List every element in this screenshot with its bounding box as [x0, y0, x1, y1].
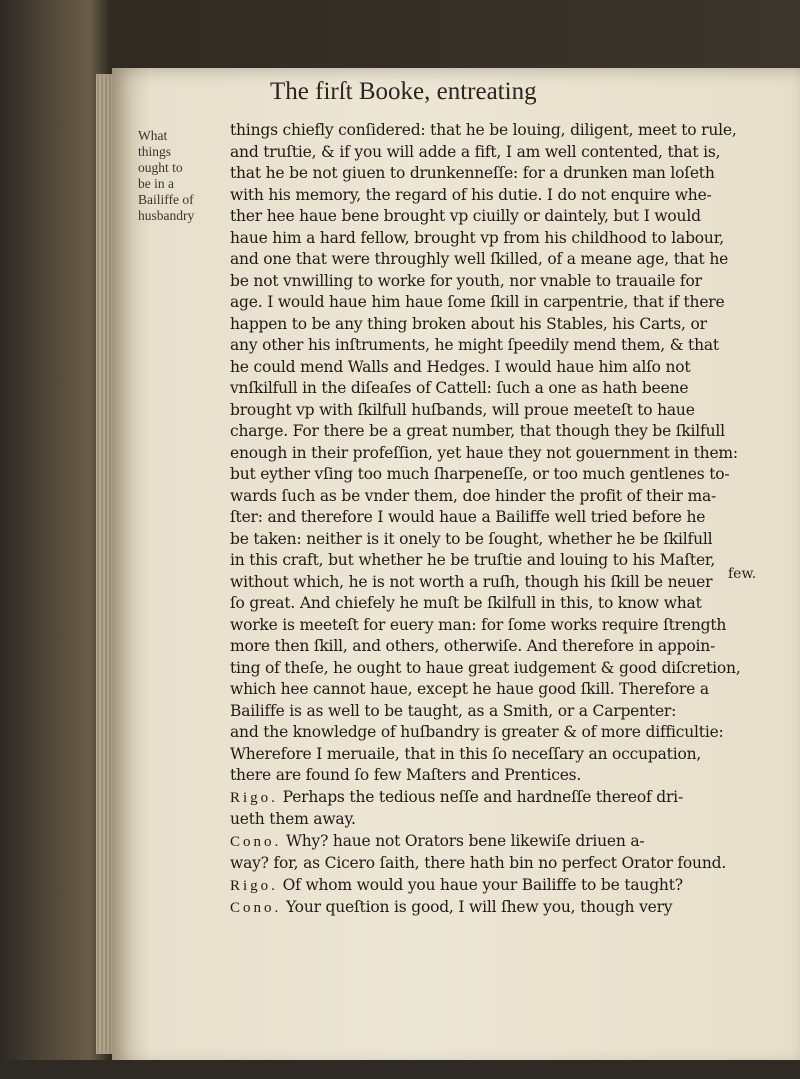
line-text: ting of theſe, he ought to haue great iudgement & good diſcretion,	[230, 658, 741, 677]
line-text: which hee cannot haue, except he haue good ſkill. Therefore a	[230, 680, 709, 698]
line-text: way? for, as Cicero ſaith, there hath bin no perfect Orator found.	[230, 854, 727, 872]
line-text: brought vp with ſkilfull huſbands, will proue meeteſt to haue	[230, 400, 695, 419]
catchword: few.	[728, 566, 757, 582]
text-line	[230, 722, 790, 744]
line-text: age. I would haue him haue ſome ſkill in carpentrie, that if there	[230, 293, 725, 311]
line-text: things chiefly conſidered: that he be louing, diligent, meet to rule,	[230, 121, 737, 139]
line-text: be not vnwilling to worke for youth, nor vnable to trauaile for	[230, 271, 702, 290]
text-line	[230, 744, 790, 766]
margin-note-line: be in a	[138, 176, 174, 191]
line-text: with his memory, the regard of his dutie. I do not enquire whe-	[230, 185, 712, 204]
line-text: but eyther vſing too much ſharpeneſſe, or too much gentlenes to-	[230, 465, 730, 483]
text-line	[230, 163, 790, 185]
text-line	[230, 120, 790, 142]
text-line	[230, 271, 790, 293]
line-text: any other his inſtruments, he might ſpeedily mend them, & that	[230, 336, 719, 354]
text-line	[230, 357, 790, 379]
body-text	[230, 120, 790, 920]
text-line	[230, 507, 790, 529]
text-line	[230, 809, 790, 831]
text-line	[230, 572, 790, 594]
margin-note-line: What	[138, 128, 168, 143]
text-line	[230, 486, 790, 508]
line-text: ſter: and therefore I would haue a Bailiffe well tried before he	[230, 508, 706, 526]
line-text: and one that were throughly well ſkilled, of a meane age, that he	[230, 250, 729, 268]
text-line	[230, 292, 790, 314]
line-text: and truſtie, & if you will adde a fift, I am well contented, that is,	[230, 142, 721, 161]
text-line	[230, 787, 790, 810]
line-text: that he be not giuen to drunkenneſſe: for a drunken man loſeth	[230, 164, 715, 182]
margin-note-line: ought to	[138, 160, 183, 175]
text-line	[230, 853, 790, 875]
text-line	[230, 765, 790, 787]
text-line	[230, 897, 790, 920]
line-text: enough in their profeſſion, yet haue they not gouernment in them:	[230, 443, 738, 462]
line-text: Bailiffe is as well to be taught, as a Smith, or a Carpenter:	[230, 701, 677, 720]
line-text: Wherefore I meruaile, that in this ſo neceſſary an occupation,	[230, 744, 702, 763]
line-text: Perhaps the tedious neſſe and hardneſſe thereof dri-	[282, 787, 683, 806]
text-line	[230, 636, 790, 658]
text-line	[230, 831, 790, 854]
speaker-name: Rigo.	[230, 877, 278, 894]
text-line	[230, 529, 790, 551]
line-text: Why? haue not Orators bene likewiſe driuen a-	[286, 831, 645, 850]
line-text: wards ſuch as be vnder them, doe hinder the profit of their ma-	[230, 486, 717, 505]
text-line	[230, 335, 790, 357]
text-line	[230, 658, 790, 680]
text-line	[230, 464, 790, 486]
margin-note-line: husbandry	[138, 208, 195, 223]
line-text: vnſkilfull in the diſeaſes of Cattell: ſuch a one as hath beene	[230, 379, 689, 397]
line-text: haue him a hard fellow, brought vp from his childhood to labour,	[230, 228, 724, 247]
line-text: ueth them away.	[230, 810, 356, 828]
text-line	[230, 400, 790, 422]
line-text: more then ſkill, and others, otherwiſe. And therefore in appoin-	[230, 637, 716, 655]
line-text: Your queſtion is good, I will ſhew you, though very	[286, 898, 673, 916]
text-line	[230, 443, 790, 465]
text-line	[230, 228, 790, 250]
text-line	[230, 701, 790, 723]
margin-note	[138, 128, 218, 224]
text-line	[230, 875, 790, 898]
line-text: worke is meeteſt for euery man: for ſome works require ſtrength	[230, 615, 727, 634]
text-line	[230, 206, 790, 228]
text-line	[230, 593, 790, 615]
line-text: charge. For there be a great number, that though they be ſkilfull	[230, 422, 725, 440]
line-text: Of whom would you haue your Bailiffe to be taught?	[282, 875, 683, 894]
line-text: there are found ſo few Maſters and Prentices.	[230, 766, 582, 784]
text-line	[230, 142, 790, 164]
text-line	[230, 314, 790, 336]
line-text: ſo great. And chiefely he muſt be ſkilfull in this, to know what	[230, 594, 702, 612]
line-text: and the knowledge of huſbandry is greater & of more difficultie:	[230, 723, 724, 741]
text-line	[230, 249, 790, 271]
line-text: be taken: neither is it onely to be ſought, whether he be ſkilfull	[230, 529, 713, 548]
text-line	[230, 421, 790, 443]
line-text: he could mend Walls and Hedges. I would haue him alſo not	[230, 357, 691, 376]
line-text: ther hee haue bene brought vp ciuilly or daintely, but I would	[230, 207, 701, 225]
speaker-name: Rigo.	[230, 789, 278, 806]
text-line	[230, 185, 790, 207]
text-line	[230, 550, 790, 572]
margin-note-line: Bailiffe of	[138, 192, 194, 207]
speaker-name: Cono.	[230, 833, 282, 850]
speaker-name: Cono.	[230, 900, 282, 916]
text-line	[230, 615, 790, 637]
background-bottom	[0, 1060, 800, 1079]
running-head: The firſt Booke, entreating	[270, 78, 537, 105]
line-text: happen to be any thing broken about his Stables, his Carts, or	[230, 314, 707, 333]
line-text: without which, he is not worth a ruſh, though his ſkill be neuer	[230, 572, 713, 591]
line-text: in this craft, but whether he be truſtie and louing to his Maſter,	[230, 551, 716, 569]
margin-note-line: things	[138, 144, 172, 159]
text-line	[230, 378, 790, 400]
text-line	[230, 679, 790, 701]
